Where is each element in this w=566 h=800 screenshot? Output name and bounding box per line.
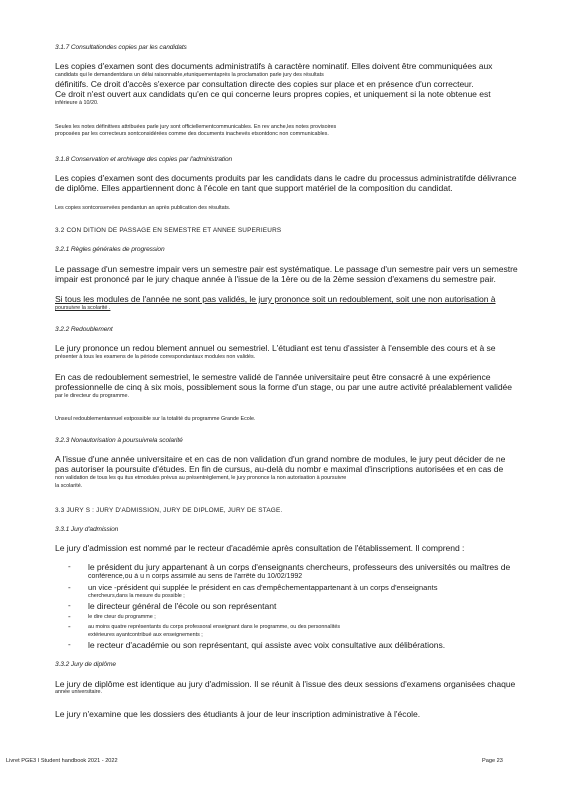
list-item: le directeur général de l'école ou son représentant: [88, 601, 277, 611]
footer-handbook-title: Livret PGE3 I Student handbook 2021 - 2022: [6, 758, 118, 764]
list-item: le président du jury appartenant à un corps d'enseignants chercheurs, professeurs des universités ou maîtres de: [88, 562, 511, 572]
list-dash: -: [68, 622, 71, 631]
paragraph-conservation: Les copies d'examen sont des documents produits par les candidats dans le cadre du processus administratifde délivrance de diplôme. Elles appartiennent donc à l'école en tant que support matériel de la composition du candidat.: [55, 173, 517, 193]
heading-3-3-1: 3.3.1 Jury d'admission: [55, 526, 119, 533]
paragraph-consultation: Les copies d'examen sont des documents administratifs à caractère nominatif. Elles doivent être communiquées aux candidats qui le demandentdans un délai raisonnable,etuniquementaprès la proclamation parle jury des résultats définitifs. Ce droit d'accès s'exerce par consultation directe des copies sur place et en présence d'un correcteur. Ce droit n'est ouvert aux candidats qu'en ce qui concerne leurs propres copies, et uniquement si la note obtenue est inférieure à 10/20.: [55, 61, 493, 106]
paragraph-redoublement: Le jury prononce un redou blement annuel ou semestriel. L'étudiant est tenu d'assister à l'ensemble des cours et à se présenter à tous les examens de la période correspondantaux modules non validés.: [55, 343, 496, 360]
list-item: conférence,ou à u n corps assimilé au sens de l'arrêté du 10/02/1992: [88, 573, 303, 580]
note-scolarite: poursuivre la scolarité .: [55, 305, 111, 311]
list-dash: -: [68, 562, 71, 571]
list-dash: -: [68, 640, 71, 649]
paragraph-progression: Le passage d'un semestre impair vers un semestre pair est systématique. Le passage d'un semestre pair vers un semestre impair est prononcé par le jury chaque année à l'issue de la 1ère ou de la 2ème session d'examens du semestre pair.: [55, 264, 518, 284]
footer-page-number: Page 23: [482, 758, 503, 764]
paragraph-jury-admission: Le jury d'admission est nommé par le recteur d'académie après consultation de l'établissement. Il comprend :: [55, 543, 465, 553]
heading-3-2-2: 3.2.2 Redoublement: [55, 326, 113, 333]
heading-3-1-8: 3.1.8 Conservation et archivage des copies par l'administration: [55, 156, 233, 163]
heading-3-2: 3.2 CON DITION DE PASSAGE EN SEMESTRE ET ANNEE SUPERIEURS: [55, 227, 282, 234]
list-item: le dire cteur du programme ;: [88, 614, 156, 620]
paragraph-redoublement-rule: Si tous les modules de l'année ne sont pas validés, le jury prononce soit un redoublement, soit une non autorisation à: [55, 294, 496, 304]
note-definitive-grades: Seules les notes définitives attribuées parle jury sont officiellementcommunicables. En rev anche,les notes provisoires proposées par les correcteurs sontconsidérées comme des documents inachevés etsontdonc non communicables.: [55, 124, 337, 137]
paragraph-dossiers: Le jury n'examine que les dossiers des étudiants à jour de leur inscription administrative à l'école.: [55, 709, 421, 719]
paragraph-jury-diplome: Le jury de diplôme est identique au jury d'admission. Il se réunit à l'issue des deux sessions d'examens organisées chaque: [55, 679, 516, 689]
list-item: au moins quatre représentants du corps professoral enseignant dans le programme, ou des personnalités: [88, 624, 341, 630]
list-item: extérieures ayantcontribué aux enseignements ;: [88, 632, 203, 638]
note-single-redoublement: Unseul redoublementannuel estpossible sur la totalité du programme Grande École.: [55, 416, 256, 422]
list-item: chercheurs,dans la mesure du possible ;: [88, 593, 185, 599]
paragraph-non-autorisation: A l'issue d'une année universitaire et en cas de non validation d'un grand nombre de modules, le jury peut décider de ne pas autoriser la poursuite d'études. En fin de cursus, au-delà du nombr e maximal d'inscriptions autorisées et en cas de non validation de tous les qu itus etmodules prévus au présentrèglement, le jury prononce la non autorisation à poursuivre la scolarité.: [55, 454, 506, 489]
list-item: un vice -président qui supplée le président en cas d'empêchementappartenant à un corps d'enseignants: [88, 583, 438, 592]
note-annee-universitaire: année universitaire.: [55, 689, 103, 695]
heading-3-3: 3.3 JURY S : JURY D'ADMISSION, JURY DE DIPLÔME, JURY DE STAGE.: [55, 507, 283, 514]
heading-3-2-1: 3.2.1 Règles générales de progression: [55, 246, 165, 253]
heading-3-2-3: 3.2.3 Nonautorisation à poursuivrela scolarité: [55, 437, 183, 444]
list-item: le recteur d'académie ou son représentant, qui assiste avec voix consultative aux délibérations.: [88, 640, 446, 650]
heading-3-1-7: 3.1.7 Consultationdes copies par les candidats: [55, 44, 187, 51]
paragraph-redoublement-semestriel: En cas de redoublement semestriel, le semestre validé de l'année universitaire peut être consacré à une expérience professionnelle de cinq à six mois, possiblement sous la forme d'un stage, ou par une autre activité préalablement validée par le directeur du programme.: [55, 372, 513, 399]
note-conservation: Les copies sontconservées pendantun an après publication des résultats.: [55, 205, 231, 211]
list-dash: -: [68, 601, 71, 610]
list-dash: -: [68, 612, 71, 621]
list-dash: -: [68, 583, 71, 592]
heading-3-3-2: 3.3.2 Jury de diplôme: [55, 661, 116, 668]
